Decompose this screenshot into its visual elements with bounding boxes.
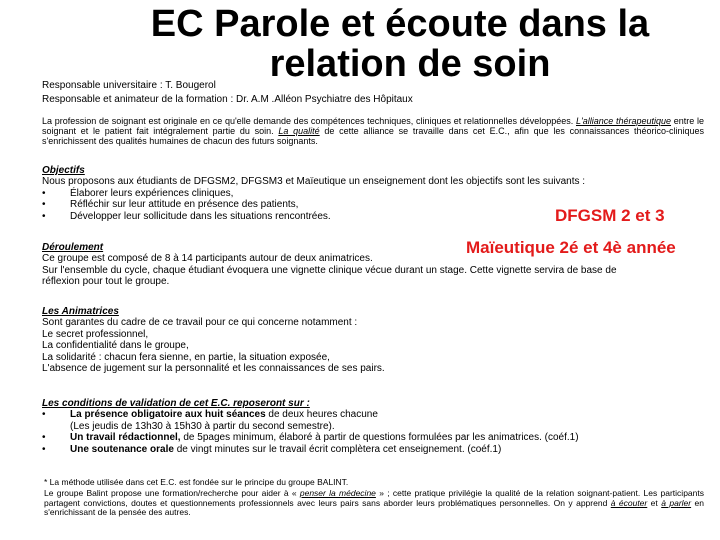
- footnote-text-4: en s'enrichissant de la pensée des autres.: [44, 497, 704, 518]
- bullet: •: [42, 409, 46, 421]
- animatrices-line: L'absence de jugement sur la personnalité et les connaissances de ses pairs.: [42, 363, 385, 375]
- bullet: •: [42, 187, 46, 199]
- list-item: [42, 409, 712, 420]
- conditions-section: [42, 398, 712, 455]
- page-title: [100, 4, 700, 84]
- list-item: [42, 432, 712, 443]
- responsable-universitaire: Responsable universitaire : T. Bougerol: [42, 80, 216, 91]
- list-item: [42, 421, 712, 432]
- maieutique-highlight: Maïeutique 2é et 4è année: [466, 238, 676, 257]
- condition-travail-detail: de 5pages minimum, élaboré à partir de questions formulées par les animatrices. (coéf.1): [180, 432, 579, 444]
- animatrices-heading: Les Animatrices: [42, 306, 119, 317]
- objectif-item: Élaborer leurs expériences cliniques,: [70, 187, 234, 199]
- objectif-item: Développer leur sollicitude dans les situations rencontrées.: [70, 210, 331, 222]
- bullet: •: [42, 210, 46, 222]
- footnote-text-3: et: [647, 497, 662, 508]
- deroulement-section: [42, 242, 712, 288]
- intro-emphasis-qualite: La qualité: [278, 126, 320, 136]
- animatrices-section: [42, 306, 682, 374]
- footnote-emphasis-penser: penser la médecine: [299, 488, 376, 498]
- animatrices-line: Le secret professionnel,: [42, 328, 149, 340]
- footnote-paragraph: [44, 489, 704, 518]
- title-line-1: EC Parole et écoute dans la: [150, 3, 650, 45]
- intro-emphasis-alliance: L'alliance thérapeutique: [575, 116, 672, 126]
- bullet: •: [42, 443, 46, 455]
- responsable-formation: Responsable et animateur de la formation : Dr. A.M .Alléon Psychiatre des Hôpitaux: [42, 94, 413, 105]
- footnote-emphasis-parler: à parler: [661, 497, 692, 508]
- bullet: •: [42, 432, 46, 444]
- animatrices-line: Sont garantes du cadre de ce travail pour ce qui concerne notamment :: [42, 317, 358, 329]
- footnote-text-2: » ; cette pratique privilégie la qualité de la relation soignant-patient. Les participants partagent convictions, doutes et questionnements professionnels avec leurs pairs sans aborder leurs problématiques personnelles. On y apprend: [44, 488, 704, 508]
- list-item: [42, 444, 712, 455]
- intro-text-1: La profession de soignant est originale en ce qu'elle demande des compétences techniques, cliniques et relationnelles développées.: [42, 116, 576, 126]
- objectifs-heading: Objectifs: [42, 165, 85, 176]
- animatrices-line: La solidarité : chacun fera sienne, en partie, la situation exposée,: [42, 351, 330, 363]
- condition-soutenance: Une soutenance orale: [70, 443, 174, 455]
- list-item: [42, 188, 682, 199]
- deroulement-line: Ce groupe est composé de 8 à 14 participants autour de deux animatrices.: [42, 253, 373, 265]
- objectif-item: Réfléchir sur leur attitude en présence des patients,: [70, 199, 299, 211]
- condition-soutenance-detail: de vingt minutes sur le travail écrit complètera cet enseignement. (coéf.1): [173, 443, 502, 455]
- objectifs-text: Nous proposons aux étudiants de DFGSM2, DFGSM3 et Maïeutique un enseignement dont les objectifs sont les suivants :: [42, 176, 586, 188]
- deroulement-heading: Déroulement: [42, 242, 104, 253]
- condition-presence-detail: de deux heures chacune: [265, 409, 378, 421]
- animatrices-line: La confidentialité dans le groupe,: [42, 340, 189, 352]
- footnote-text-1: Le groupe Balint propose une formation/recherche pour aider à «: [44, 488, 300, 498]
- intro-text-3: de cette alliance se travaille dans cet E.C., afin que les connaissances théorico-cliniques s'enrichissent des qualités humaines de chacun des futurs soignants.: [42, 126, 704, 146]
- condition-presence-schedule: (Les jeudis de 13h30 à 15h30 à partir du second semestre).: [70, 420, 335, 432]
- condition-travail: Un travail rédactionnel,: [70, 432, 181, 444]
- footnote-emphasis-ecouter: à écouter: [610, 497, 648, 508]
- dfgsm-highlight: DFGSM 2 et 3: [555, 206, 665, 225]
- deroulement-line: réflexion pour tout le groupe.: [42, 276, 170, 288]
- conditions-heading: Les conditions de validation de cet E.C. reposeront sur :: [42, 398, 310, 409]
- intro-text-2: entre le soignant et le patient fait intégralement partie du soin.: [42, 116, 704, 136]
- deroulement-line: Sur l'ensemble du cycle, chaque étudiant évoquera une vignette clinique vécue durant un stage. Cette vignette servira de base de: [42, 264, 617, 276]
- footnote-line: * La méthode utilisée dans cet E.C. est fondée sur le principe du groupe BALINT.: [44, 477, 349, 487]
- condition-presence: La présence obligatoire aux huit séances: [70, 409, 266, 421]
- title-line-2: relation de soin: [269, 43, 551, 85]
- bullet: •: [42, 199, 46, 211]
- intro-paragraph: [42, 116, 704, 146]
